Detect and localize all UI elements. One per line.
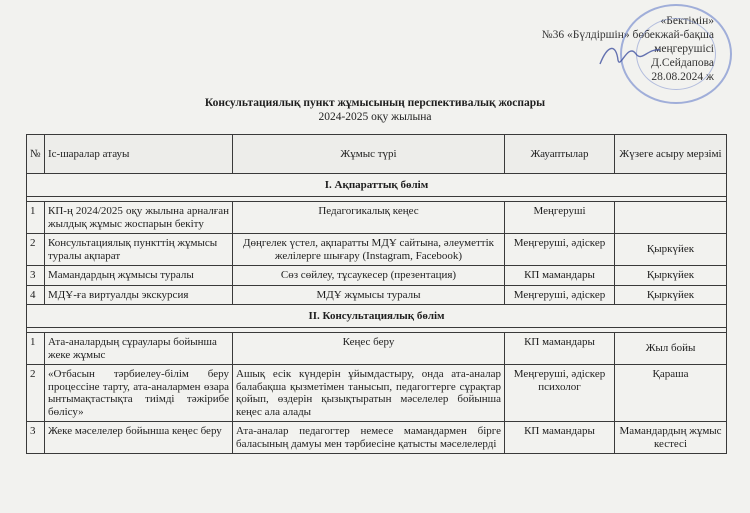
approval-line: меңгерушісі (654, 43, 714, 55)
cell-num: 1 (27, 202, 45, 234)
section-row (27, 174, 727, 197)
table-header-row (27, 135, 727, 174)
approval-line: 28.08.2024 ж (651, 71, 714, 83)
cell-responsible: КП мамандары (505, 422, 615, 454)
cell-type: МДҰ жұмысы туралы (233, 285, 505, 305)
cell-term: Қыркүйек (615, 285, 727, 305)
approval-line: Д.Сейдапова (651, 57, 714, 69)
cell-responsible: Меңгеруші (505, 202, 615, 234)
cell-activity: Жеке мәселелер бойынша кеңес беру (45, 422, 233, 454)
signature-mark (598, 40, 662, 70)
cell-activity: Консультациялық пункттің жұмысы туралы ақпарат (45, 234, 233, 266)
cell-activity: «Отбасын тәрбиелеу-білім беру процессіне тарту, ата-аналармен өзара ынтымақтастықта тиімді тәжірибе бөлісу» (45, 365, 233, 422)
header-type: Жұмыс түрі (233, 135, 505, 174)
cell-num: 2 (27, 234, 45, 266)
page-subtitle: 2024-2025 оқу жылына (318, 111, 432, 123)
cell-activity: Мамандардың жұмысы туралы (45, 266, 233, 286)
cell-responsible: Меңгеруші, әдіскер (505, 234, 615, 266)
cell-num: 4 (27, 285, 45, 305)
cell-type: Дөңгелек үстел, ақпаратты МДҰ сайтына, әлеуметтік желілерге шығару (Instagram, Facebook) (233, 234, 505, 266)
cell-term: Қыркүйек (615, 266, 727, 286)
cell-activity: КП-ң 2024/2025 оқу жылына арналған жылдық жұмыс жоспарын бекіту (45, 202, 233, 234)
table-row (27, 422, 727, 454)
cell-type: Ата-аналар педагогтер немесе мамандармен бірге баласының дамуы мен тәрбиесіне қатысты мәселелерді (233, 422, 505, 454)
table-row (27, 285, 727, 305)
cell-type: Педагогикалық кеңес (233, 202, 505, 234)
approval-line: №36 «Бүлдіршін» бөбекжай-бақша (541, 29, 714, 41)
cell-activity: Ата-аналардың сұраулары бойынша жеке жұмыс (45, 333, 233, 365)
plan-table (26, 134, 727, 454)
cell-term (615, 202, 727, 234)
cell-num: 3 (27, 422, 45, 454)
cell-type: Кеңес беру (233, 333, 505, 365)
table-row (27, 365, 727, 422)
header-term: Жүзеге асыру мерзімі (615, 135, 727, 174)
cell-responsible: КП мамандары (505, 333, 615, 365)
approval-line: «Бектімін» (660, 15, 714, 27)
cell-term: Мамандардың жұмыс кестесі (615, 422, 727, 454)
cell-responsible: КП мамандары (505, 266, 615, 286)
section-title: ІІ. Консультациялық бөлім (27, 305, 727, 328)
cell-num: 1 (27, 333, 45, 365)
header-activity: Іс-шаралар атауы (45, 135, 233, 174)
cell-term: Жыл бойы (615, 333, 727, 365)
cell-type: Ашық есік күндерін ұйымдастыру, онда ата-аналар балабақша қызметімен танысып, педагогтерге сұрақтар қойып, өздерін қызықтыратын мәселелер бойынша кеңес ала алады (233, 365, 505, 422)
header-num: № (27, 135, 45, 174)
cell-responsible: Меңгеруші, әдіскер психолог (505, 365, 615, 422)
section-title: І. Ақпараттық бөлім (27, 174, 727, 197)
cell-type: Сөз сөйлеу, тұсаукесер (презентация) (233, 266, 505, 286)
section-row (27, 305, 727, 328)
header-responsible: Жауаптылар (505, 135, 615, 174)
table-row (27, 333, 727, 365)
table-row (27, 202, 727, 234)
cell-num: 3 (27, 266, 45, 286)
cell-term: Қараша (615, 365, 727, 422)
table-row (27, 234, 727, 266)
cell-responsible: Меңгеруші, әдіскер (505, 285, 615, 305)
page-title: Консультациялық пункт жұмысының перспективалық жоспары (204, 97, 546, 109)
cell-term: Қыркүйек (615, 234, 727, 266)
cell-activity: МДҰ-ға виртуалды экскурсия (45, 285, 233, 305)
cell-num: 2 (27, 365, 45, 422)
table-row (27, 266, 727, 286)
